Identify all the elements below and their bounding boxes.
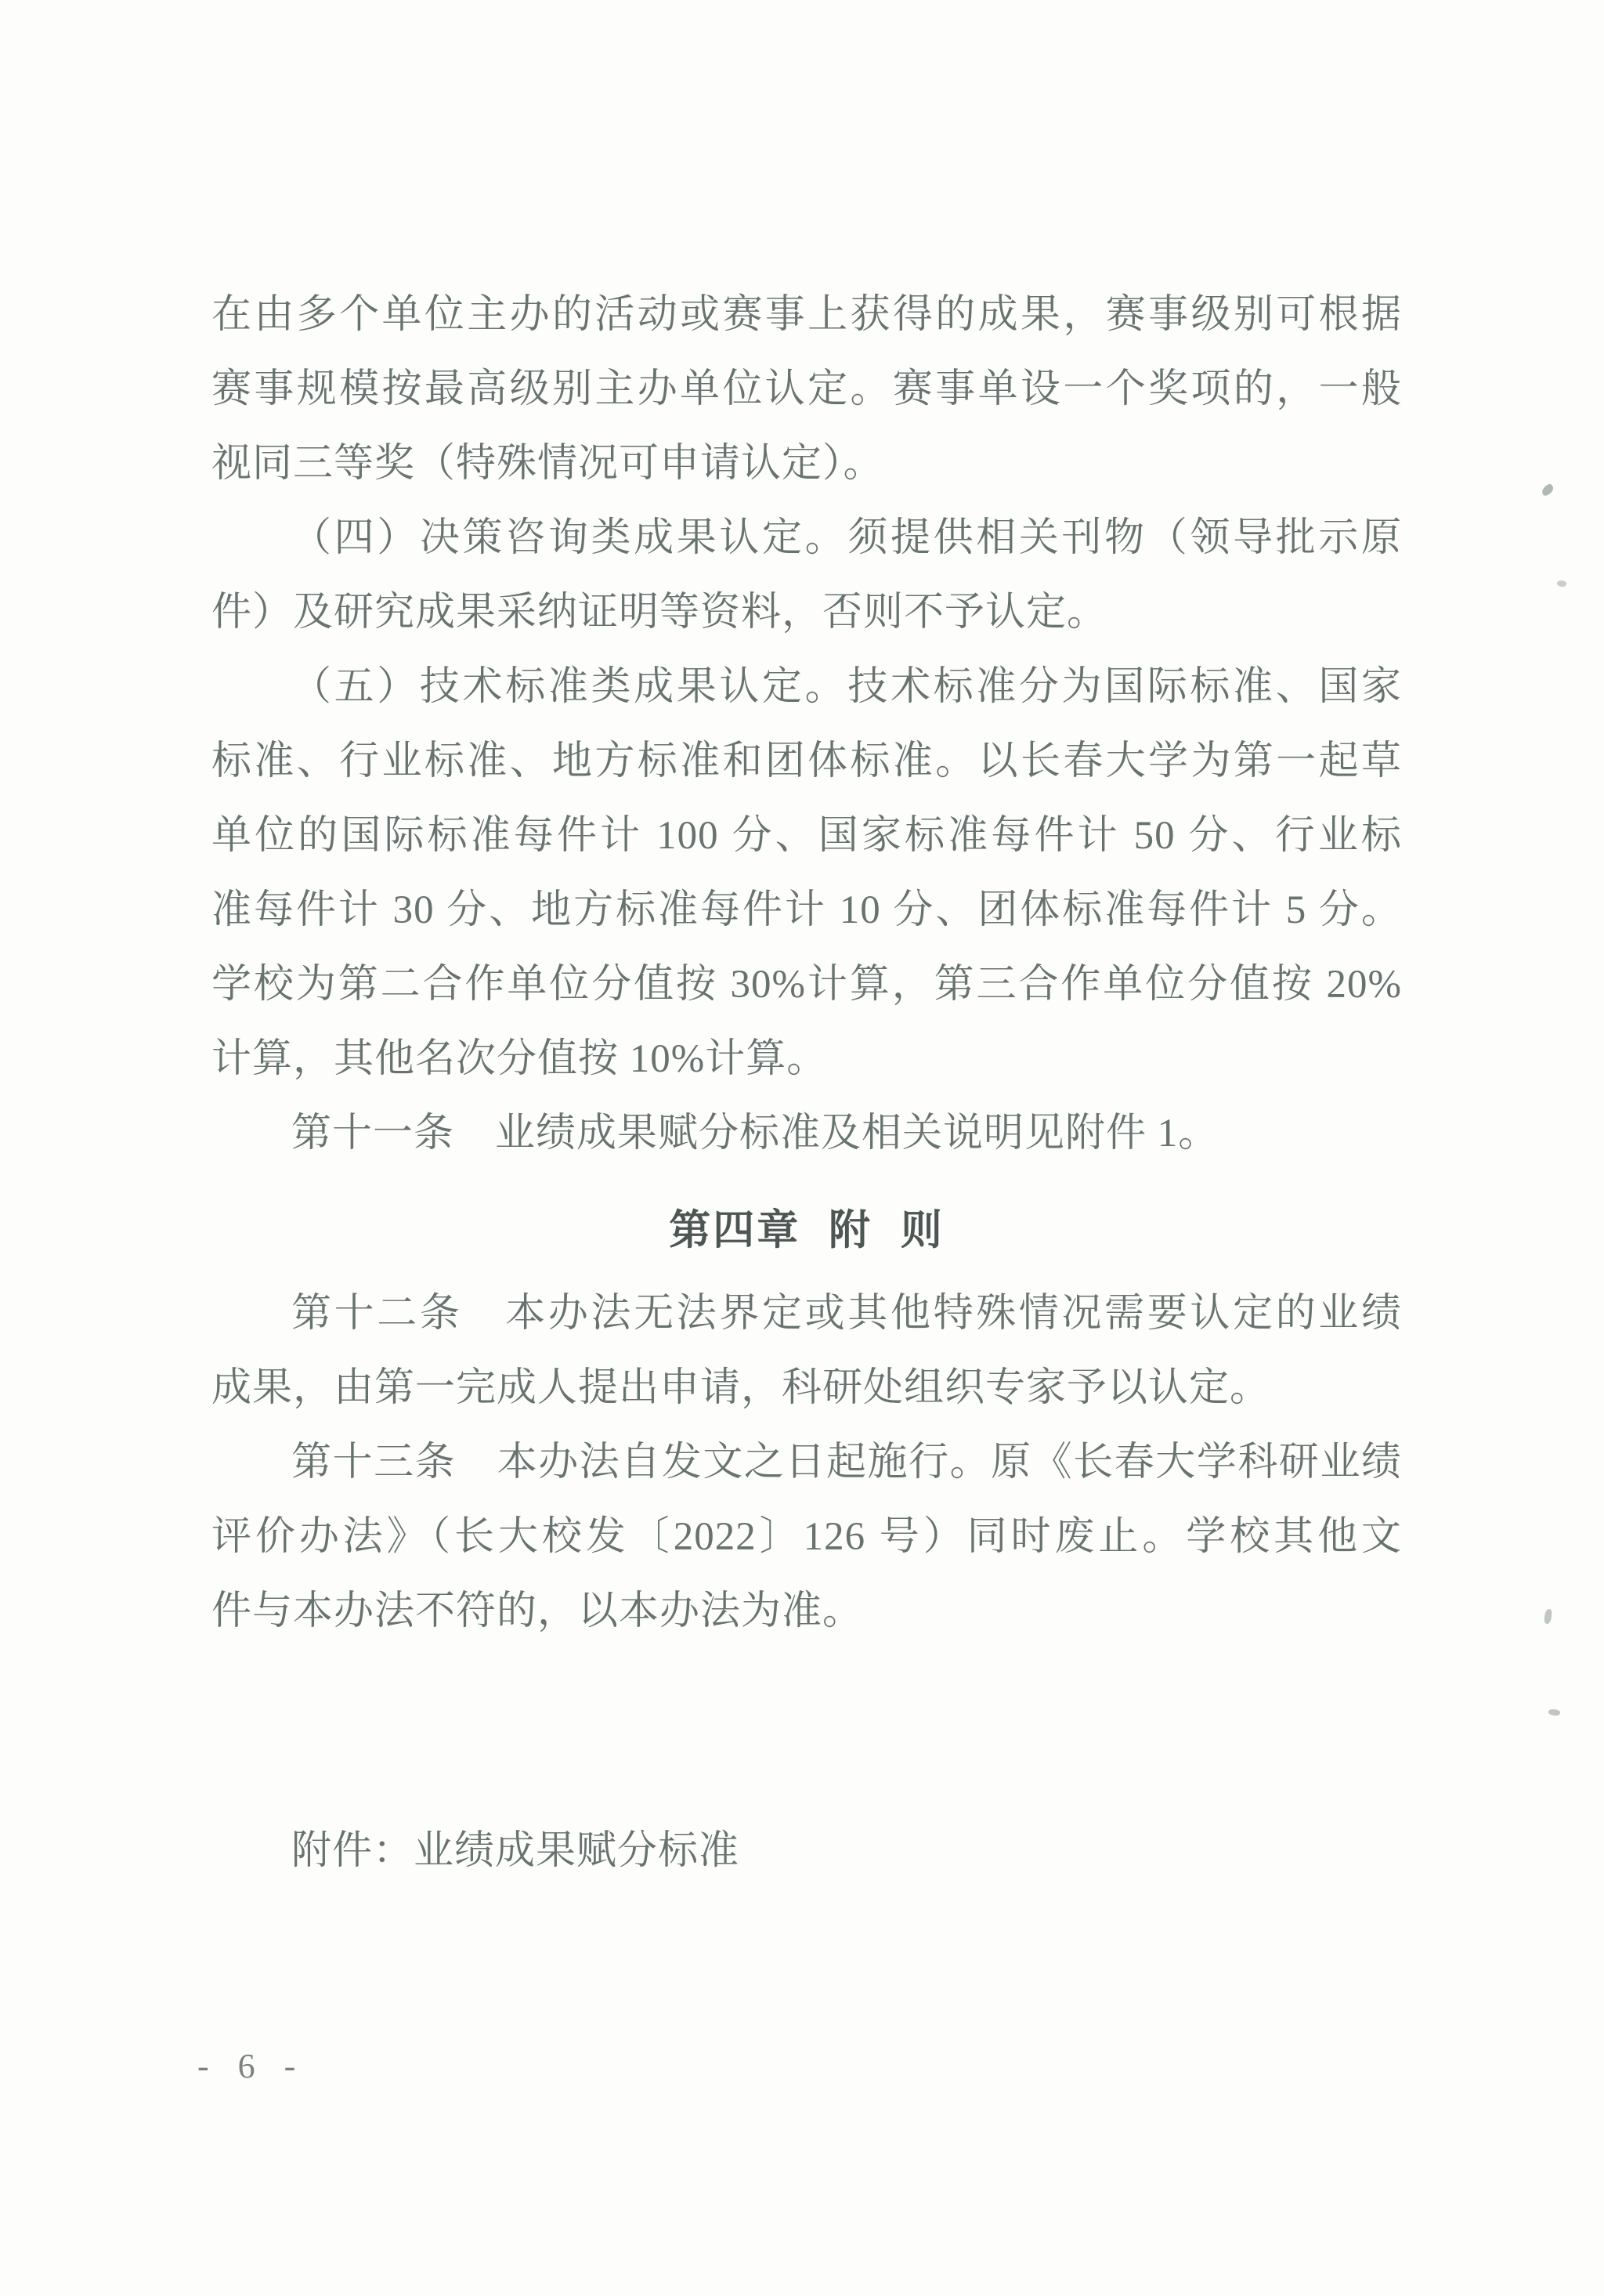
document-line: 成果，由第一完成人提出申请，科研处组织专家予以认定。: [211, 1366, 1271, 1410]
scan-artifact-speck: [1544, 1609, 1552, 1625]
document-line: 准每件计 30 分、地方标准每件计 10 分、团体标准每件计 5 分。: [211, 888, 1402, 932]
scan-artifact-speck: [1548, 1708, 1560, 1716]
document-text-block: [211, 278, 1402, 1889]
document-line: 单位的国际标准每件计 100 分、国家标准每件计 50 分、行业标: [211, 814, 1402, 858]
chapter-heading: 第四章 附 则: [669, 1207, 945, 1253]
attachment-line: 附件：业绩成果赋分标准: [291, 1829, 740, 1873]
document-line: 赛事规模按最高级别主办单位认定。赛事单设一个奖项的，一般: [211, 367, 1402, 411]
document-line: 在由多个单位主办的活动或赛事上获得的成果，赛事级别可根据: [211, 293, 1402, 337]
document-line: 学校为第二合作单位分值按 30%计算，第三合作单位分值按 20%: [211, 963, 1402, 1007]
document-line-item-5: （五）技术标准类成果认定。技术标准分为国际标准、国家: [291, 665, 1402, 709]
page-number: - 6 -: [197, 2047, 306, 2085]
document-line: 件）及研究成果采纳证明等资料，否则不予认定。: [211, 591, 1108, 635]
document-line: 评价办法》（长大校发〔2022〕126 号）同时废止。学校其他文: [211, 1515, 1402, 1559]
document-line: 件与本办法不符的，以本办法为准。: [211, 1589, 864, 1633]
scan-artifact-speck: [1540, 483, 1555, 497]
scan-artifact-speck: [1556, 579, 1567, 588]
document-line-article-13: 第十三条 本办法自发文之日起施行。原《长春大学科研业绩: [291, 1441, 1402, 1484]
document-line: 标准、行业标准、地方标准和团体标准。以长春大学为第一起草: [211, 739, 1402, 783]
document-line-article-12: 第十二条 本办法无法界定或其他特殊情况需要认定的业绩: [291, 1292, 1402, 1336]
document-line: 视同三等奖（特殊情况可申请认定）。: [211, 442, 884, 486]
document-line-item-4: （四）决策咨询类成果认定。须提供相关刊物（领导批示原: [291, 516, 1402, 560]
document-line-article-11: 第十一条 业绩成果赋分标准及相关说明见附件 1。: [291, 1112, 1219, 1155]
document-line: 计算，其他名次分值按 10%计算。: [211, 1037, 828, 1081]
